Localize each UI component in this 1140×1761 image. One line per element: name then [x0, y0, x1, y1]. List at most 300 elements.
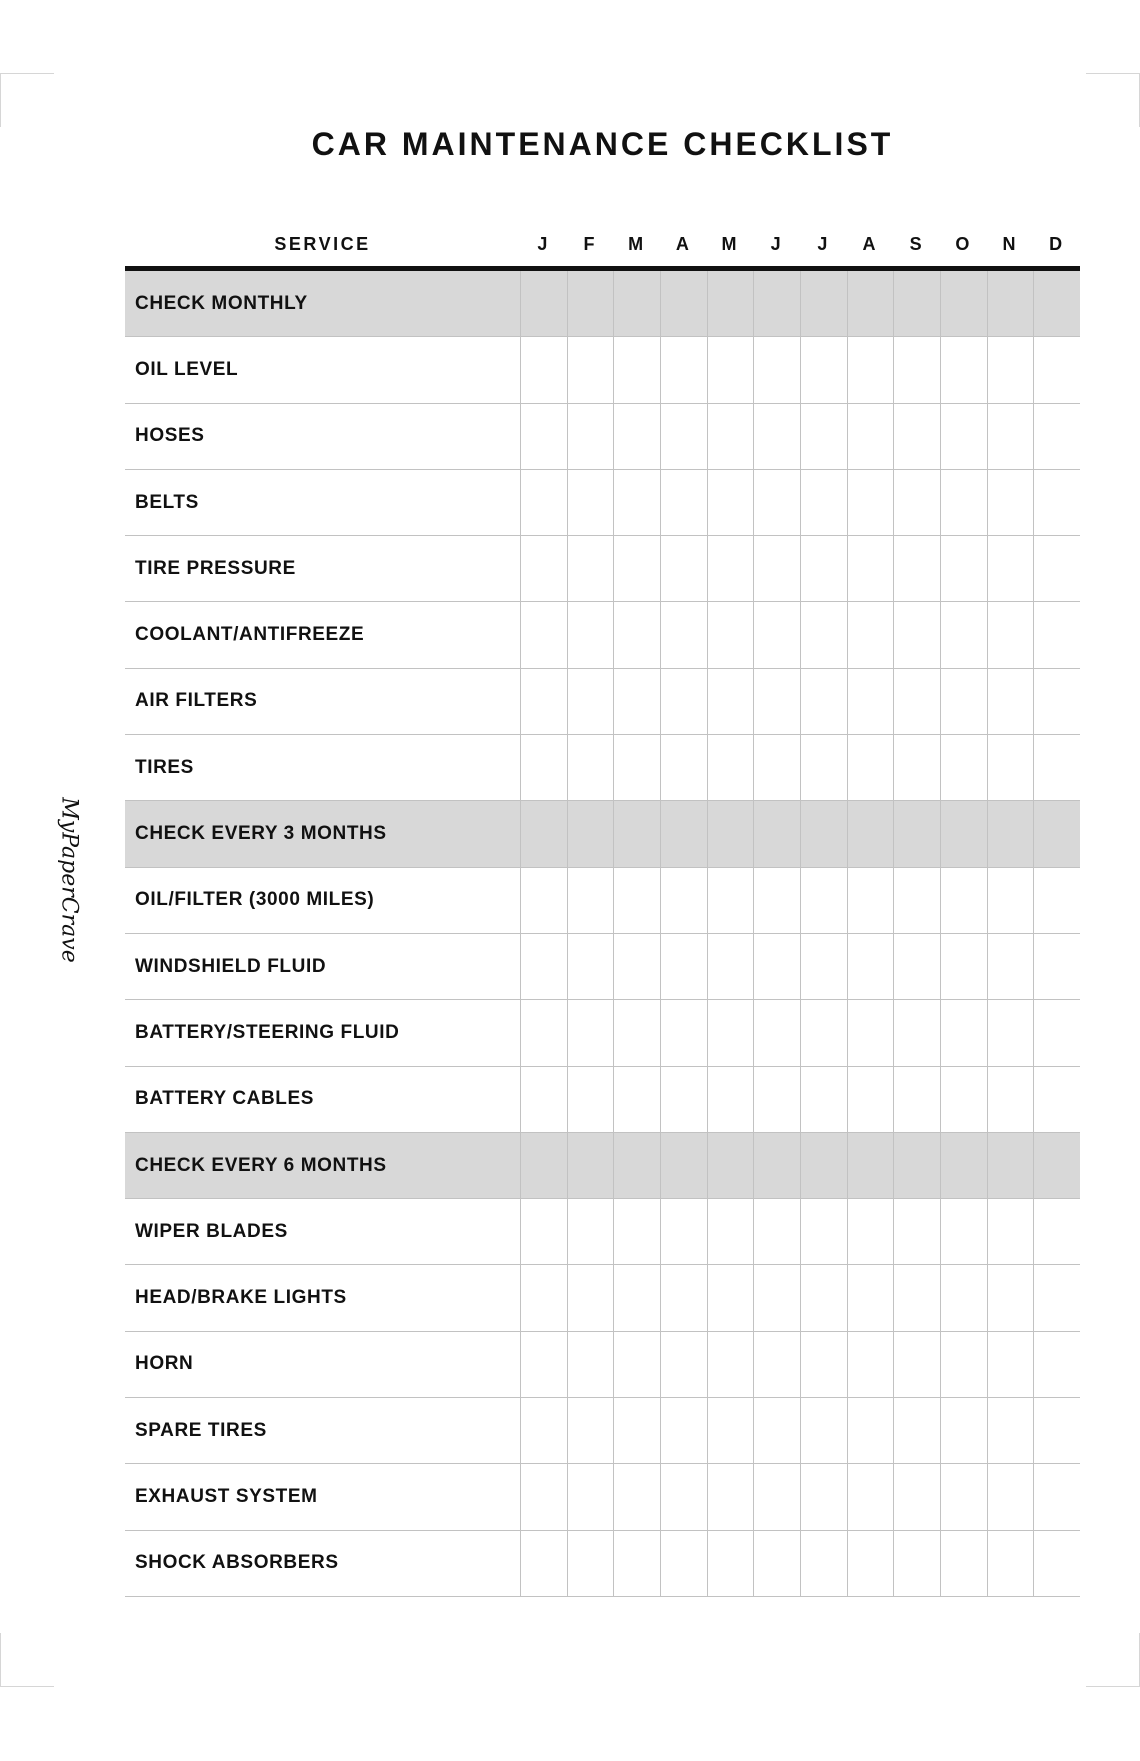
- service-label: SHOCK ABSORBERS: [135, 1552, 339, 1574]
- check-cell[interactable]: [800, 404, 847, 469]
- crop-mark: [0, 73, 54, 74]
- check-cell[interactable]: [847, 337, 894, 402]
- check-cell[interactable]: [520, 470, 567, 535]
- check-cell[interactable]: [1033, 1398, 1080, 1463]
- check-cell[interactable]: [613, 1265, 660, 1330]
- service-label: WINDSHIELD FLUID: [135, 955, 327, 977]
- check-cell[interactable]: [800, 1398, 847, 1463]
- check-cell[interactable]: [1033, 1464, 1080, 1529]
- check-cell[interactable]: [567, 1199, 614, 1264]
- check-cell[interactable]: [940, 1332, 987, 1397]
- month-header: O: [955, 233, 972, 254]
- table-header: [125, 222, 1080, 266]
- check-cell[interactable]: [520, 337, 567, 402]
- check-cell[interactable]: [1033, 1199, 1080, 1264]
- check-cell[interactable]: [520, 404, 567, 469]
- check-cell[interactable]: [567, 735, 614, 800]
- check-cell[interactable]: [893, 536, 940, 601]
- crop-mark: [1086, 73, 1140, 74]
- section-cell: [660, 1133, 707, 1198]
- month-header: S: [909, 233, 924, 254]
- section-cell: [847, 271, 894, 336]
- check-cell[interactable]: [987, 1531, 1034, 1596]
- check-cell[interactable]: [613, 404, 660, 469]
- section-cell: [800, 271, 847, 336]
- check-cell[interactable]: [567, 1332, 614, 1397]
- section-cell: [520, 801, 567, 866]
- check-cell[interactable]: [893, 1531, 940, 1596]
- check-cell[interactable]: [940, 404, 987, 469]
- check-cell[interactable]: [847, 735, 894, 800]
- service-label: BELTS: [135, 491, 199, 513]
- service-label: OIL/FILTER (3000 MILES): [135, 889, 375, 911]
- section-cell: [1033, 1133, 1080, 1198]
- section-cell: [753, 801, 800, 866]
- check-cell[interactable]: [847, 1398, 894, 1463]
- table-row: [125, 1000, 1080, 1066]
- check-cell[interactable]: [800, 1000, 847, 1065]
- check-cell[interactable]: [1033, 934, 1080, 999]
- check-cell[interactable]: [800, 337, 847, 402]
- section-label: CHECK EVERY 6 MONTHS: [135, 1154, 387, 1176]
- table-row: [125, 868, 1080, 934]
- crop-mark: [0, 73, 1, 127]
- check-cell[interactable]: [987, 1000, 1034, 1065]
- service-column-header: SERVICE: [274, 233, 371, 254]
- table-row: [125, 735, 1080, 801]
- table-row: [125, 536, 1080, 602]
- check-cell[interactable]: [893, 404, 940, 469]
- check-cell[interactable]: [567, 1531, 614, 1596]
- check-cell[interactable]: [707, 1199, 754, 1264]
- check-cell[interactable]: [520, 1464, 567, 1529]
- month-header: N: [1002, 233, 1018, 254]
- check-cell[interactable]: [613, 735, 660, 800]
- check-cell[interactable]: [847, 1000, 894, 1065]
- check-cell[interactable]: [987, 868, 1034, 933]
- crop-mark: [0, 1686, 54, 1687]
- section-cell: [1033, 801, 1080, 866]
- service-label: TIRES: [135, 756, 194, 778]
- check-cell[interactable]: [753, 1000, 800, 1065]
- check-cell[interactable]: [753, 470, 800, 535]
- section-cell: [940, 801, 987, 866]
- check-cell[interactable]: [567, 404, 614, 469]
- check-cell[interactable]: [893, 934, 940, 999]
- check-cell[interactable]: [847, 470, 894, 535]
- check-cell[interactable]: [520, 1000, 567, 1065]
- check-cell[interactable]: [1033, 404, 1080, 469]
- section-cell: [1033, 271, 1080, 336]
- check-cell[interactable]: [707, 470, 754, 535]
- check-cell[interactable]: [987, 337, 1034, 402]
- check-cell[interactable]: [1033, 602, 1080, 667]
- check-cell[interactable]: [847, 1265, 894, 1330]
- check-cell[interactable]: [520, 602, 567, 667]
- service-label: EXHAUST SYSTEM: [135, 1485, 318, 1507]
- table-row: [125, 1332, 1080, 1398]
- check-cell[interactable]: [800, 1067, 847, 1132]
- check-cell[interactable]: [520, 1199, 567, 1264]
- check-cell[interactable]: [707, 602, 754, 667]
- section-cell: [660, 271, 707, 336]
- check-cell[interactable]: [753, 1332, 800, 1397]
- check-cell[interactable]: [567, 1067, 614, 1132]
- section-cell: [847, 1133, 894, 1198]
- check-cell[interactable]: [893, 1000, 940, 1065]
- check-cell[interactable]: [940, 934, 987, 999]
- section-header-row: [125, 271, 1080, 337]
- check-cell[interactable]: [987, 1398, 1034, 1463]
- month-header: M: [628, 233, 646, 254]
- section-label: CHECK EVERY 3 MONTHS: [135, 823, 387, 845]
- check-cell[interactable]: [660, 1000, 707, 1065]
- section-cell: [800, 801, 847, 866]
- service-label: TIRE PRESSURE: [135, 557, 296, 579]
- section-cell: [660, 801, 707, 866]
- table-row: [125, 1067, 1080, 1133]
- check-cell[interactable]: [613, 337, 660, 402]
- table-row: [125, 1464, 1080, 1530]
- check-cell[interactable]: [660, 1464, 707, 1529]
- table-row: [125, 337, 1080, 403]
- section-cell: [567, 1133, 614, 1198]
- check-cell[interactable]: [847, 602, 894, 667]
- check-cell[interactable]: [613, 536, 660, 601]
- check-cell[interactable]: [660, 669, 707, 734]
- section-cell: [987, 1133, 1034, 1198]
- check-cell[interactable]: [800, 669, 847, 734]
- check-cell[interactable]: [520, 1531, 567, 1596]
- check-cell[interactable]: [847, 1067, 894, 1132]
- check-cell[interactable]: [567, 1265, 614, 1330]
- check-cell[interactable]: [1033, 470, 1080, 535]
- check-cell[interactable]: [800, 735, 847, 800]
- check-cell[interactable]: [1033, 536, 1080, 601]
- month-header: M: [721, 233, 739, 254]
- table-row: [125, 1199, 1080, 1265]
- check-cell[interactable]: [753, 1265, 800, 1330]
- section-cell: [520, 1133, 567, 1198]
- check-cell[interactable]: [660, 1531, 707, 1596]
- check-cell[interactable]: [1033, 1531, 1080, 1596]
- check-cell[interactable]: [613, 934, 660, 999]
- section-cell: [987, 801, 1034, 866]
- check-cell[interactable]: [987, 602, 1034, 667]
- check-cell[interactable]: [660, 1199, 707, 1264]
- section-cell: [613, 271, 660, 336]
- check-cell[interactable]: [753, 669, 800, 734]
- check-cell[interactable]: [940, 1464, 987, 1529]
- check-cell[interactable]: [660, 602, 707, 667]
- section-header-row: [125, 801, 1080, 867]
- check-cell[interactable]: [567, 337, 614, 402]
- crop-mark: [1086, 1686, 1140, 1687]
- section-cell: [987, 271, 1034, 336]
- check-cell[interactable]: [707, 868, 754, 933]
- check-cell[interactable]: [707, 1531, 754, 1596]
- check-cell[interactable]: [567, 1000, 614, 1065]
- section-cell: [753, 1133, 800, 1198]
- check-cell[interactable]: [847, 669, 894, 734]
- check-cell[interactable]: [753, 1199, 800, 1264]
- section-cell: [753, 271, 800, 336]
- table-row: [125, 404, 1080, 470]
- check-cell[interactable]: [520, 669, 567, 734]
- check-cell[interactable]: [567, 536, 614, 601]
- check-cell[interactable]: [707, 735, 754, 800]
- month-header: J: [537, 233, 550, 254]
- check-cell[interactable]: [753, 337, 800, 402]
- section-cell: [613, 1133, 660, 1198]
- table-row: [125, 1398, 1080, 1464]
- service-label: HORN: [135, 1353, 194, 1375]
- month-header: D: [1049, 233, 1065, 254]
- table-row: [125, 1265, 1080, 1331]
- check-cell[interactable]: [660, 1332, 707, 1397]
- check-cell[interactable]: [567, 470, 614, 535]
- check-cell[interactable]: [940, 337, 987, 402]
- check-cell[interactable]: [940, 735, 987, 800]
- check-cell[interactable]: [940, 1265, 987, 1330]
- service-label: HEAD/BRAKE LIGHTS: [135, 1287, 347, 1309]
- check-cell[interactable]: [613, 470, 660, 535]
- check-cell[interactable]: [613, 1067, 660, 1132]
- table-row: [125, 669, 1080, 735]
- check-cell[interactable]: [847, 868, 894, 933]
- check-cell[interactable]: [940, 868, 987, 933]
- service-label: SPARE TIRES: [135, 1419, 267, 1441]
- check-cell[interactable]: [800, 536, 847, 601]
- check-cell[interactable]: [800, 1531, 847, 1596]
- check-cell[interactable]: [520, 1332, 567, 1397]
- check-cell[interactable]: [613, 1332, 660, 1397]
- check-cell[interactable]: [847, 1464, 894, 1529]
- check-cell[interactable]: [940, 470, 987, 535]
- check-cell[interactable]: [940, 1531, 987, 1596]
- check-cell[interactable]: [753, 602, 800, 667]
- check-cell[interactable]: [567, 1398, 614, 1463]
- month-header: J: [770, 233, 783, 254]
- check-cell[interactable]: [893, 1265, 940, 1330]
- check-cell[interactable]: [753, 404, 800, 469]
- check-cell[interactable]: [800, 1199, 847, 1264]
- section-cell: [893, 801, 940, 866]
- check-cell[interactable]: [1033, 1000, 1080, 1065]
- page-title: CAR MAINTENANCE CHECKLIST: [311, 126, 894, 162]
- check-cell[interactable]: [987, 404, 1034, 469]
- check-cell[interactable]: [753, 536, 800, 601]
- check-cell[interactable]: [753, 934, 800, 999]
- check-cell[interactable]: [707, 669, 754, 734]
- check-cell[interactable]: [847, 1199, 894, 1264]
- check-cell[interactable]: [893, 1464, 940, 1529]
- check-cell[interactable]: [940, 536, 987, 601]
- check-cell[interactable]: [707, 1464, 754, 1529]
- check-cell[interactable]: [987, 1464, 1034, 1529]
- check-cell[interactable]: [753, 868, 800, 933]
- section-cell: [567, 801, 614, 866]
- check-cell[interactable]: [520, 868, 567, 933]
- table-row: [125, 602, 1080, 668]
- check-cell[interactable]: [940, 1000, 987, 1065]
- check-cell[interactable]: [520, 536, 567, 601]
- check-cell[interactable]: [987, 1199, 1034, 1264]
- service-label: HOSES: [135, 425, 205, 447]
- table-row: [125, 470, 1080, 536]
- check-cell[interactable]: [567, 602, 614, 667]
- check-cell[interactable]: [847, 934, 894, 999]
- check-cell[interactable]: [847, 1332, 894, 1397]
- check-cell[interactable]: [567, 934, 614, 999]
- check-cell[interactable]: [520, 1265, 567, 1330]
- check-cell[interactable]: [1033, 1265, 1080, 1330]
- check-cell[interactable]: [660, 1067, 707, 1132]
- check-cell[interactable]: [707, 1265, 754, 1330]
- check-cell[interactable]: [940, 602, 987, 667]
- check-cell[interactable]: [800, 934, 847, 999]
- check-cell[interactable]: [567, 868, 614, 933]
- check-cell[interactable]: [800, 470, 847, 535]
- check-cell[interactable]: [520, 1398, 567, 1463]
- check-cell[interactable]: [1033, 735, 1080, 800]
- check-cell[interactable]: [660, 868, 707, 933]
- check-cell[interactable]: [613, 1398, 660, 1463]
- check-cell[interactable]: [800, 1332, 847, 1397]
- check-cell[interactable]: [707, 1332, 754, 1397]
- check-cell[interactable]: [753, 735, 800, 800]
- check-cell[interactable]: [1033, 868, 1080, 933]
- check-cell[interactable]: [893, 868, 940, 933]
- check-cell[interactable]: [1033, 337, 1080, 402]
- check-cell[interactable]: [707, 536, 754, 601]
- service-label: AIR FILTERS: [135, 690, 258, 712]
- month-header: F: [583, 233, 597, 254]
- section-cell: [940, 271, 987, 336]
- service-label: BATTERY CABLES: [135, 1088, 315, 1110]
- section-cell: [707, 801, 754, 866]
- check-cell[interactable]: [987, 934, 1034, 999]
- check-cell[interactable]: [613, 1000, 660, 1065]
- check-cell[interactable]: [520, 1067, 567, 1132]
- check-cell[interactable]: [660, 934, 707, 999]
- section-header-row: [125, 1133, 1080, 1199]
- check-cell[interactable]: [1033, 669, 1080, 734]
- check-cell[interactable]: [660, 337, 707, 402]
- check-cell[interactable]: [753, 1398, 800, 1463]
- check-cell[interactable]: [893, 602, 940, 667]
- check-cell[interactable]: [987, 669, 1034, 734]
- check-cell[interactable]: [987, 1332, 1034, 1397]
- section-cell: [520, 271, 567, 336]
- table-row: [125, 1531, 1080, 1597]
- check-cell[interactable]: [800, 1265, 847, 1330]
- check-cell[interactable]: [800, 868, 847, 933]
- check-cell[interactable]: [660, 404, 707, 469]
- month-header: J: [817, 233, 830, 254]
- check-cell[interactable]: [660, 536, 707, 601]
- service-label: WIPER BLADES: [135, 1220, 288, 1242]
- checklist-rows: [125, 271, 1080, 1597]
- check-cell[interactable]: [660, 1265, 707, 1330]
- check-cell[interactable]: [707, 1000, 754, 1065]
- check-cell[interactable]: [707, 1398, 754, 1463]
- check-cell[interactable]: [987, 735, 1034, 800]
- check-cell[interactable]: [893, 1398, 940, 1463]
- section-cell: [893, 1133, 940, 1198]
- check-cell[interactable]: [800, 1464, 847, 1529]
- check-cell[interactable]: [707, 1067, 754, 1132]
- section-cell: [707, 271, 754, 336]
- check-cell[interactable]: [613, 669, 660, 734]
- check-cell[interactable]: [613, 1531, 660, 1596]
- check-cell[interactable]: [847, 1531, 894, 1596]
- check-cell[interactable]: [847, 404, 894, 469]
- section-cell: [893, 271, 940, 336]
- check-cell[interactable]: [940, 1199, 987, 1264]
- check-cell[interactable]: [987, 470, 1034, 535]
- brand-watermark: MyPaperCrave: [56, 797, 82, 963]
- check-cell[interactable]: [613, 1464, 660, 1529]
- check-cell[interactable]: [893, 669, 940, 734]
- service-label: COOLANT/ANTIFREEZE: [135, 624, 365, 646]
- check-cell[interactable]: [1033, 1067, 1080, 1132]
- check-cell[interactable]: [567, 1464, 614, 1529]
- check-cell[interactable]: [753, 1531, 800, 1596]
- check-cell[interactable]: [613, 868, 660, 933]
- check-cell[interactable]: [567, 669, 614, 734]
- section-cell: [567, 271, 614, 336]
- check-cell[interactable]: [1033, 1332, 1080, 1397]
- check-cell[interactable]: [753, 1464, 800, 1529]
- check-cell[interactable]: [753, 1067, 800, 1132]
- service-label: BATTERY/STEERING FLUID: [135, 1021, 400, 1043]
- check-cell[interactable]: [893, 1067, 940, 1132]
- check-cell[interactable]: [893, 470, 940, 535]
- check-cell[interactable]: [800, 602, 847, 667]
- section-cell: [940, 1133, 987, 1198]
- service-label: OIL LEVEL: [135, 358, 239, 380]
- check-cell[interactable]: [660, 470, 707, 535]
- check-cell[interactable]: [987, 536, 1034, 601]
- check-cell[interactable]: [893, 1332, 940, 1397]
- check-cell[interactable]: [940, 669, 987, 734]
- check-cell[interactable]: [520, 735, 567, 800]
- check-cell[interactable]: [520, 934, 567, 999]
- check-cell[interactable]: [660, 735, 707, 800]
- section-cell: [613, 801, 660, 866]
- check-cell[interactable]: [613, 602, 660, 667]
- month-header: A: [862, 233, 878, 254]
- check-cell[interactable]: [940, 1398, 987, 1463]
- check-cell[interactable]: [893, 337, 940, 402]
- section-label: CHECK MONTHLY: [135, 292, 308, 314]
- check-cell[interactable]: [893, 735, 940, 800]
- check-cell[interactable]: [847, 536, 894, 601]
- month-header: A: [675, 233, 691, 254]
- check-cell[interactable]: [940, 1067, 987, 1132]
- check-cell[interactable]: [893, 1199, 940, 1264]
- check-cell[interactable]: [987, 1265, 1034, 1330]
- table-row: [125, 934, 1080, 1000]
- check-cell[interactable]: [707, 404, 754, 469]
- check-cell[interactable]: [707, 934, 754, 999]
- check-cell[interactable]: [707, 337, 754, 402]
- section-cell: [847, 801, 894, 866]
- check-cell[interactable]: [613, 1199, 660, 1264]
- check-cell[interactable]: [987, 1067, 1034, 1132]
- check-cell[interactable]: [660, 1398, 707, 1463]
